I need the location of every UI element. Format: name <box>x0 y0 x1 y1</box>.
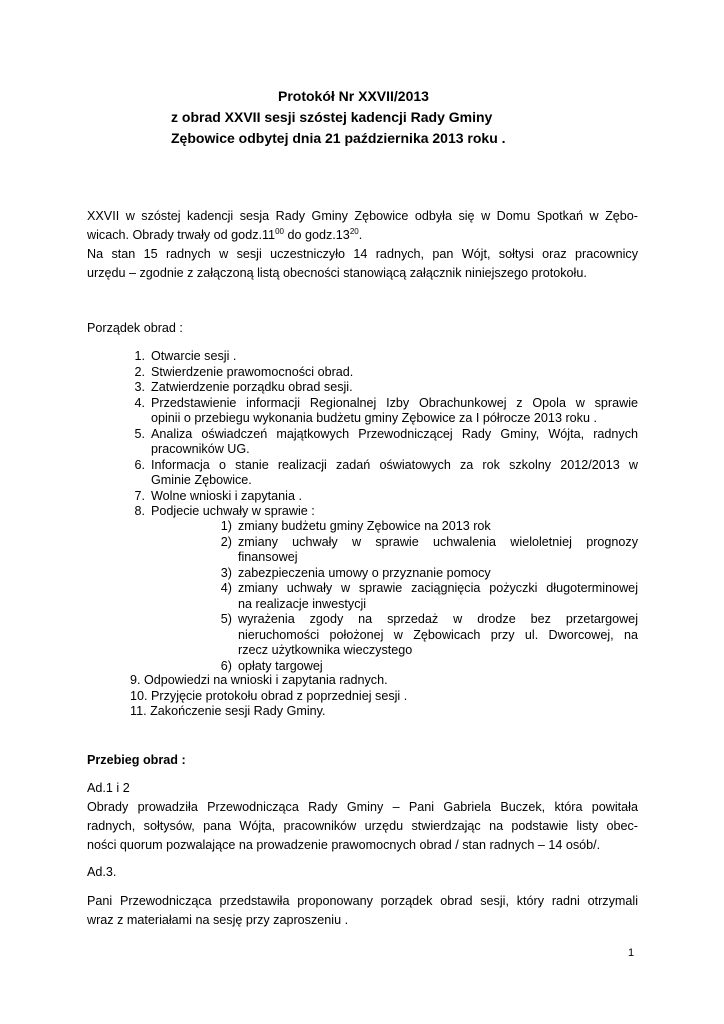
agenda-item-3 <box>134 380 638 396</box>
protocol-subtitle-line1: z obrad XXVII sesji szóstej kadencji Rady Gminy <box>171 109 493 125</box>
resolution-item-5 <box>220 612 638 659</box>
ad3-line: Pani Przewodnicząca przedstawiła proponowany porządek obrad sesji, który radni otrzymali <box>87 894 638 908</box>
agenda-item-number: 8. <box>134 504 145 518</box>
intro-line: wicach. Obrady trwały od $godz.11^{00}$ do $godz.13^{20}$. <box>87 227 363 242</box>
agenda-item-text: Przedstawienie informacji Regionalnej Izby Obrachunkowej z Opola w sprawie <box>151 395 638 410</box>
agenda-item-text: Analiza oświadczeń majątkowych Przewodniczącej Rady Gminy, Wójta, radnych <box>151 426 638 441</box>
ad12-line: radnych, sołtysów, pana Wójta, pracowników urzędu stwierdzając na podstawie listy obec- <box>87 819 638 833</box>
agenda-item-5 <box>134 426 638 458</box>
resolution-item-text: opłaty targowej <box>238 658 323 673</box>
agenda-item-text: opinii o przebiegu wykonania budżetu gminy Zębowice za I półrocze 2013 roku . <box>151 411 597 425</box>
ad3-section <box>87 892 638 930</box>
intro-line: urzędu – zgodnie z załączoną listą obecności stanowiącą załącznik niniejszego protokołu. <box>87 266 587 280</box>
ad12-line: Obrady prowadziła Przewodnicząca Rady Gminy – Pani Gabriela Buczek, która powitała <box>87 800 638 814</box>
resolution-item-number: 1) <box>220 519 232 533</box>
agenda-item-8 <box>134 504 638 520</box>
resolution-item-text: finansowej <box>238 550 298 564</box>
resolution-item-6 <box>220 658 638 675</box>
agenda-item-number: 1. <box>134 349 145 363</box>
resolution-item-number: 3) <box>220 565 232 580</box>
agenda-item-4 <box>134 395 638 427</box>
resolution-item-text: wyrażenia zgody na sprzedaż w drodze bez przetargowej <box>238 612 638 626</box>
agenda-item-text: Informacja o stanie realizacji zadań oświatowych za rok szkolny 2012/2013 w <box>151 457 638 472</box>
agenda-item-number: 6. <box>134 457 145 472</box>
resolution-item-number: 5) <box>220 612 232 626</box>
agenda-item-text: Stwierdzenie prawomocności obrad. <box>151 364 354 379</box>
ad3-label: Ad.3. <box>87 865 117 879</box>
resolution-item-text: zmiany budżetu gminy Zębowice na 2013 rok <box>238 519 491 533</box>
agenda-item-number: 7. <box>134 488 145 503</box>
agenda-item-7 <box>134 488 638 505</box>
agenda-heading: Porządek obrad : <box>87 321 183 335</box>
resolution-item-text: na realizacje inwestycji <box>238 596 367 611</box>
agenda-item-number: 3. <box>134 380 145 394</box>
proceedings-heading: Przebieg obrad : <box>87 753 186 767</box>
agenda-item-number: 2. <box>134 364 145 379</box>
agenda-item-10: 10. Przyjęcie protokołu obrad z poprzedniej sesji . <box>130 688 408 703</box>
agenda-item-number: 4. <box>134 395 145 410</box>
resolution-item-number: 4) <box>220 581 232 595</box>
ad12-label: Ad.1 i 2 <box>87 781 130 795</box>
resolution-item-text: zmiany uchwały w sprawie uchwalenia wieloletniej prognozy <box>238 534 638 549</box>
resolution-item-1 <box>220 519 638 535</box>
agenda-item-text: Podjecie uchwały w sprawie : <box>151 504 315 518</box>
resolution-item-number: 6) <box>220 658 232 673</box>
agenda-item-text: Wolne wnioski i zapytania . <box>151 488 302 503</box>
resolution-item-text: rzecz użytkownika wieczystego <box>238 643 413 657</box>
agenda-sublist <box>220 519 638 674</box>
ad3-line: wraz z materiałami na sesję przy zaproszeniu . <box>87 913 349 927</box>
agenda-item-text: pracowników UG. <box>151 442 250 456</box>
protocol-title: Protokół Nr XXVII/2013 <box>278 88 429 104</box>
agenda-list <box>134 349 638 520</box>
agenda-item-1 <box>134 349 638 365</box>
resolution-item-number: 2) <box>220 534 232 549</box>
intro-line: Na stan 15 radnych w sesji uczestniczyło 14 radnych, pan Wójt, sołtysi oraz pracownicy <box>87 247 638 261</box>
agenda-item-6 <box>134 457 638 489</box>
agenda-item-text: Gminie Zębowice. <box>151 473 252 487</box>
resolution-item-text: zmiany uchwały w sprawie zaciągnięcia pożyczki długoterminowej <box>238 581 638 595</box>
agenda-item-9: 9. Odpowiedzi na wnioski i zapytania radnych. <box>130 673 388 687</box>
agenda-item-2 <box>134 364 638 381</box>
resolution-item-4 <box>220 581 638 612</box>
page-number: 1 <box>628 947 635 959</box>
resolution-item-text: zabezpieczenia umowy o przyznanie pomocy <box>238 565 491 580</box>
agenda-item-text: Zatwierdzenie porządku obrad sesji. <box>151 380 353 394</box>
ad12-section <box>87 779 638 855</box>
agenda-tail <box>130 673 630 720</box>
intro-paragraph <box>87 207 638 283</box>
ad12-line: ności quorum pozwalające na prowadzenie prawomocnych obrad / stan radnych – 14 osób/. <box>87 838 601 852</box>
intro-line: XXVII w szóstej kadencji sesja Rady Gminy Zębowice odbyła się w Domu Spotkań w Zębo- <box>87 209 638 223</box>
agenda-item-number: 5. <box>134 426 145 441</box>
resolution-item-2 <box>220 534 638 566</box>
protocol-subtitle-line2: Zębowice odbytej dnia 21 października 2013 roku . <box>171 130 506 146</box>
agenda-item-11: 11. Zakończenie sesji Rady Gminy. <box>130 704 326 718</box>
agenda-item-text: Otwarcie sesji . <box>151 349 237 363</box>
resolution-item-3 <box>220 565 638 582</box>
resolution-item-text: nieruchomości położonej w Zębowicach przy ul. Dworcowej, na <box>238 627 638 642</box>
